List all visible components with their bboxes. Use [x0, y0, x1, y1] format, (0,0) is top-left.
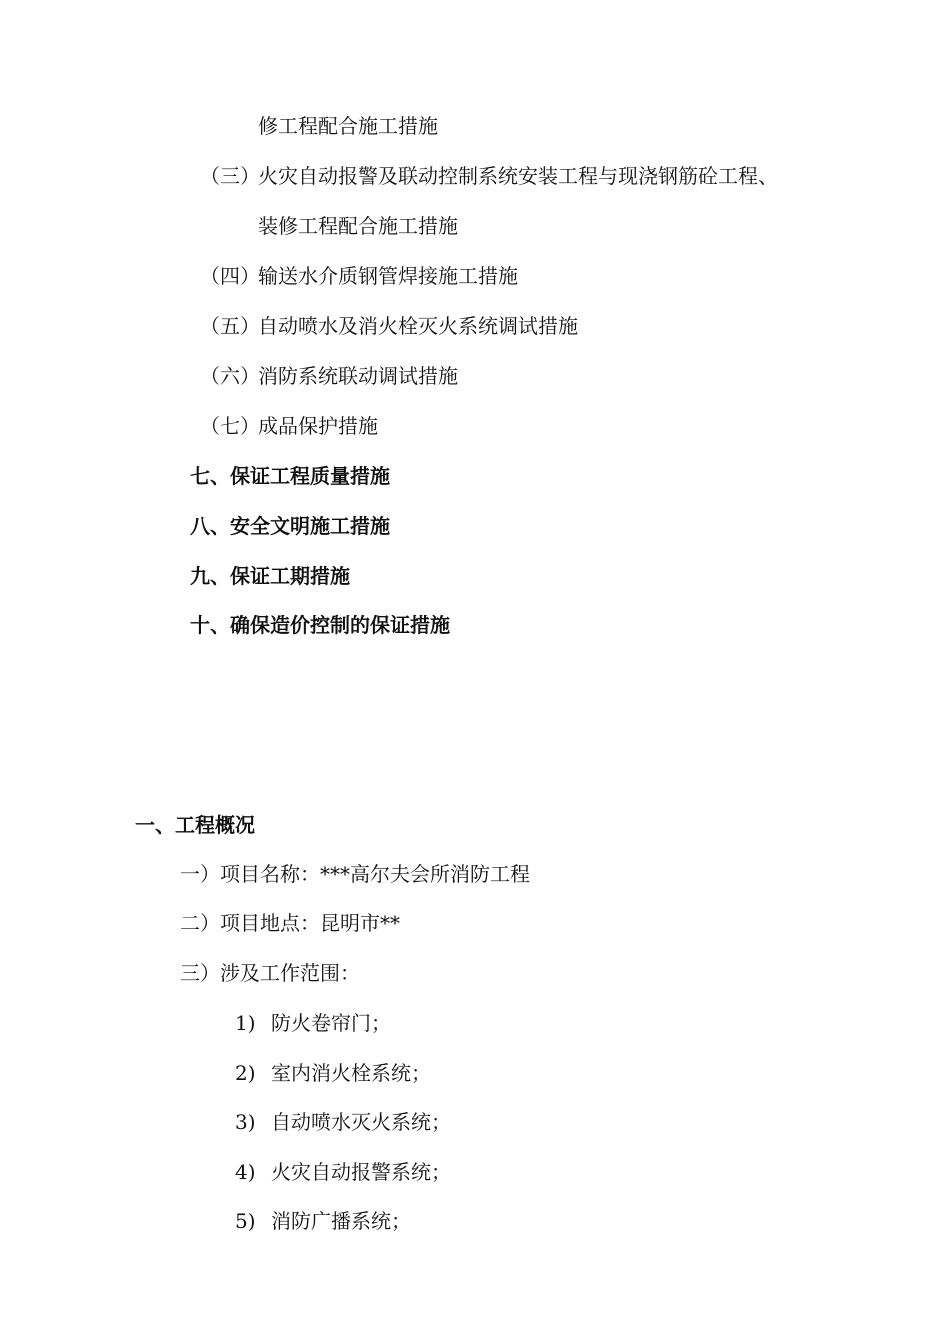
toc-item-text: 自动喷水及消火栓灭火系统调试措施: [258, 314, 578, 338]
toc-item-4: [200, 263, 518, 289]
project-name: 一）项目名称：***高尔夫会所消防工程: [180, 862, 530, 886]
scope-item: [235, 1208, 411, 1234]
scope-item-number: 4): [235, 1160, 256, 1184]
toc-item-text: 输送水介质钢管焊接施工措施: [258, 264, 518, 288]
scope-item-text: 消防广播系统；: [271, 1209, 411, 1233]
scope-title: 三）涉及工作范围：: [180, 961, 360, 985]
toc-item-7: [200, 413, 378, 439]
toc-item-number: （七）: [200, 414, 260, 438]
toc-item-number: （五）: [200, 314, 260, 338]
scope-item-number: 3): [235, 1110, 256, 1134]
section-heading: 一、工程概况: [135, 813, 255, 837]
toc-section-7: 七、保证工程质量措施: [190, 464, 390, 488]
toc-item-continuation: 修工程配合施工措施: [258, 114, 438, 138]
toc-section-10: 十、确保造价控制的保证措施: [190, 613, 450, 637]
scope-item-text: 火灾自动报警系统；: [271, 1160, 451, 1184]
project-location: 二）项目地点：昆明市**: [180, 911, 400, 935]
scope-item: [235, 1159, 451, 1185]
scope-item: [235, 1060, 431, 1086]
toc-item-text: 成品保护措施: [258, 414, 378, 438]
toc-item-text: 消防系统联动调试措施: [258, 364, 458, 388]
scope-item: [235, 1010, 391, 1036]
scope-item-text: 室内消火栓系统；: [271, 1061, 431, 1085]
toc-item-continuation: 装修工程配合施工措施: [258, 214, 458, 238]
scope-item-text: 防火卷帘门；: [271, 1011, 391, 1035]
toc-item-6: [200, 363, 458, 389]
toc-item-text: 火灾自动报警及联动控制系统安装工程与现浇钢筋砼工程、: [258, 164, 778, 188]
toc-item-3: [200, 163, 778, 189]
scope-item-number: 1): [235, 1011, 256, 1035]
toc-item-number: （六）: [200, 364, 260, 388]
toc-item-number: （四）: [200, 264, 260, 288]
toc-section-8: 八、安全文明施工措施: [190, 514, 390, 538]
scope-item-number: 2): [235, 1061, 256, 1085]
toc-section-9: 九、保证工期措施: [190, 564, 350, 588]
toc-item-number: （三）: [200, 164, 260, 188]
scope-item: [235, 1109, 451, 1135]
scope-item-number: 5): [235, 1209, 256, 1233]
scope-item-text: 自动喷水灭火系统；: [271, 1110, 451, 1134]
toc-item-5: [200, 313, 578, 339]
